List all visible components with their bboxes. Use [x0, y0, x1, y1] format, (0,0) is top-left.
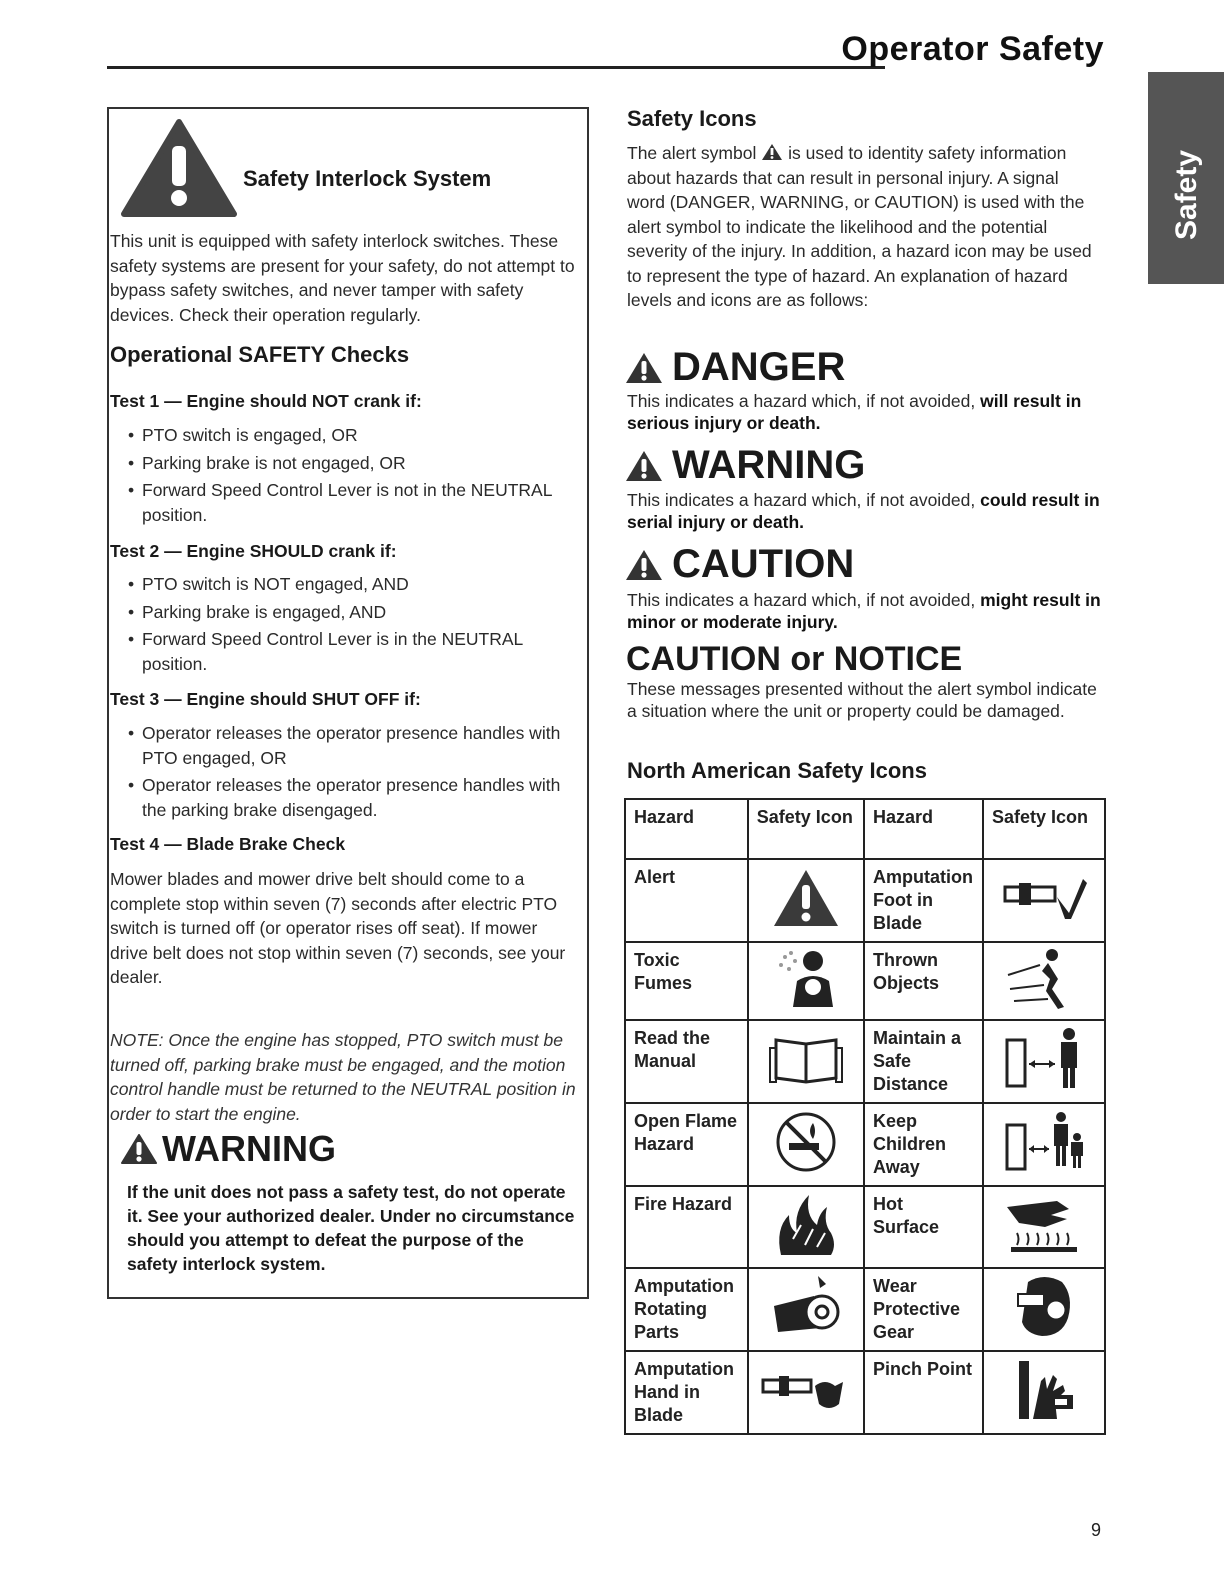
warning-text-bold: could result in serial injury or death.: [627, 490, 1100, 532]
list-item: • PTO switch is NOT engaged, AND: [128, 572, 578, 597]
danger-text: [627, 390, 1107, 434]
hazard-cell: Pinch Point: [864, 1351, 983, 1434]
header-rule: [107, 66, 885, 69]
hazard-cell: Alert: [625, 859, 748, 942]
page-title: Operator Safety: [841, 30, 1104, 68]
hot-surface-icon: [983, 1186, 1105, 1268]
engine-note: NOTE: Once the engine has stopped, PTO switch must be turned off, parking brake must be engaged, and the motion control handle must be returned to the NEUTRAL position in order to start the engine.: [110, 1030, 576, 1124]
hazard-cell: Toxic Fumes: [625, 942, 748, 1020]
list-item: • Forward Speed Control Lever is in the NEUTRAL position.: [128, 627, 578, 676]
test-3-list: [128, 721, 578, 825]
danger-text-prefix: This indicates a hazard which, if not avoided,: [627, 391, 976, 411]
hazard-cell: Amputation Rotating Parts: [625, 1268, 748, 1351]
safe-distance-icon: [983, 1020, 1105, 1103]
list-item: • Parking brake is not engaged, OR: [128, 451, 578, 476]
hazard-cell: Amputation Foot in Blade: [864, 859, 983, 942]
list-item: • Operator releases the operator presence handles with the parking brake disengaged.: [128, 773, 578, 822]
alert-triangle-icon: [624, 449, 664, 483]
alert-triangle-icon: [120, 1133, 158, 1165]
na-icons-title: North American Safety Icons: [627, 758, 927, 783]
read-manual-icon: [748, 1020, 864, 1103]
table-row: [625, 1020, 1105, 1103]
danger-text-bold: will result in serious injury or death.: [627, 391, 1082, 433]
column-header: Hazard: [864, 799, 983, 859]
caution-signal: [624, 542, 854, 587]
table-row: [625, 859, 1105, 942]
section-tab-label: Safety: [1170, 149, 1203, 240]
table-header-row: [625, 799, 1105, 859]
test-2-list: [128, 572, 578, 679]
hazard-cell: Thrown Objects: [864, 942, 983, 1020]
alert-triangle-icon: [624, 351, 664, 385]
safety-icons-title: Safety Icons: [627, 106, 757, 131]
protective-gear-icon: [983, 1268, 1105, 1351]
caution-word: CAUTION: [672, 542, 855, 586]
hazard-cell: Amputation Hand in Blade: [625, 1351, 748, 1434]
no-flame-icon: [748, 1103, 864, 1186]
caution-text: [627, 589, 1107, 633]
warning-signal: [120, 1128, 336, 1170]
interlock-intro: This unit is equipped with safety interlock switches. These safety systems are present for your safety, do not attempt to bypass safety switches, and never tamper with safety devices. Check their operation regularly.: [110, 231, 575, 325]
warning-level-signal: [624, 443, 865, 488]
notice-title: CAUTION or NOTICE: [626, 640, 963, 678]
alert-icon: [748, 859, 864, 942]
hazard-cell: Maintain a Safe Distance: [864, 1020, 983, 1103]
hand-blade-icon: [748, 1351, 864, 1434]
list-item: • PTO switch is engaged, OR: [128, 423, 578, 448]
safety-icons-text-before: The alert symbol: [627, 143, 757, 163]
test-1-list: [128, 423, 578, 530]
page-number: 9: [1090, 1520, 1101, 1540]
foot-blade-icon: [983, 859, 1105, 942]
table-row: [625, 1103, 1105, 1186]
toxic-fumes-icon: [748, 942, 864, 1020]
test-1-heading: Test 1 — Engine should NOT crank if:: [110, 391, 422, 411]
list-item: • Forward Speed Control Lever is not in the NEUTRAL position.: [128, 478, 578, 527]
danger-word: DANGER: [672, 345, 846, 389]
safety-icons-table: [624, 798, 1106, 1435]
caution-text-prefix: This indicates a hazard which, if not avoided,: [627, 590, 976, 610]
pinch-point-icon: [983, 1351, 1105, 1434]
table-row: [625, 1268, 1105, 1351]
alert-symbol-icon: [761, 143, 783, 161]
interlock-title: Safety Interlock System: [243, 166, 492, 191]
list-item: • Parking brake is engaged, AND: [128, 600, 578, 625]
hazard-cell: Open Flame Hazard: [625, 1103, 748, 1186]
keep-children-away-icon: [983, 1103, 1105, 1186]
fire-hazard-icon: [748, 1186, 864, 1268]
table-row: [625, 1186, 1105, 1268]
warning-body: If the unit does not pass a safety test, do not operate it. See your authorized dealer. Under no circumstance should you attempt to defeat the purpose of the safety interlock system.: [127, 1182, 575, 1274]
table-row: [625, 942, 1105, 1020]
test-4-heading: Test 4 — Blade Brake Check: [110, 834, 346, 854]
warning-word: WARNING: [162, 1128, 336, 1169]
column-header: Safety Icon: [983, 799, 1105, 859]
thrown-objects-icon: [983, 942, 1105, 1020]
test-4-body: Mower blades and mower drive belt should come to a complete stop within seven (7) seconds after electric PTO switch is turned off (or operator rises off seat). If mower drive belt does not stop within seven (7) seconds, see your dealer.: [110, 869, 566, 987]
rotating-parts-icon: [748, 1268, 864, 1351]
column-header: Hazard: [625, 799, 748, 859]
safety-icons-text-after: is used to identity safety information about hazards that can result in personal injury. A signal word (DANGER, WARNING, or CAUTION) is used with the alert symbol to indicate the likelihood and the potential severity of the injury. In addition, a hazard icon may be used to represent the type of hazard. An explanation of hazard levels and icons are as follows:: [627, 143, 1092, 310]
table-row: [625, 1351, 1105, 1434]
list-item: • Operator releases the operator presence handles with PTO engaged, OR: [128, 721, 578, 770]
hazard-cell: Read the Manual: [625, 1020, 748, 1103]
alert-triangle-icon: [624, 548, 664, 582]
hazard-cell: Wear Protective Gear: [864, 1268, 983, 1351]
hazard-cell: Hot Surface: [864, 1186, 983, 1268]
hazard-cell: Keep Children Away: [864, 1103, 983, 1186]
test-2-heading: Test 2 — Engine SHOULD crank if:: [110, 541, 397, 561]
warning-level-text: [627, 489, 1107, 533]
section-tab: [1148, 72, 1224, 284]
warning-level-word: WARNING: [672, 443, 866, 487]
danger-signal: [624, 345, 845, 390]
test-3-heading: Test 3 — Engine should SHUT OFF if:: [110, 689, 421, 709]
hazard-cell: Fire Hazard: [625, 1186, 748, 1268]
warning-text-prefix: This indicates a hazard which, if not avoided,: [627, 490, 976, 510]
operational-checks-title: Operational SAFETY Checks: [110, 342, 410, 367]
notice-text: These messages presented without the alert symbol indicate a situation where the unit or property could be damaged.: [627, 679, 1097, 721]
column-header: Safety Icon: [748, 799, 864, 859]
alert-triangle-icon: [120, 118, 238, 218]
safety-icons-text: [627, 141, 1097, 313]
caution-text-bold: might result in minor or moderate injury.: [627, 590, 1101, 632]
